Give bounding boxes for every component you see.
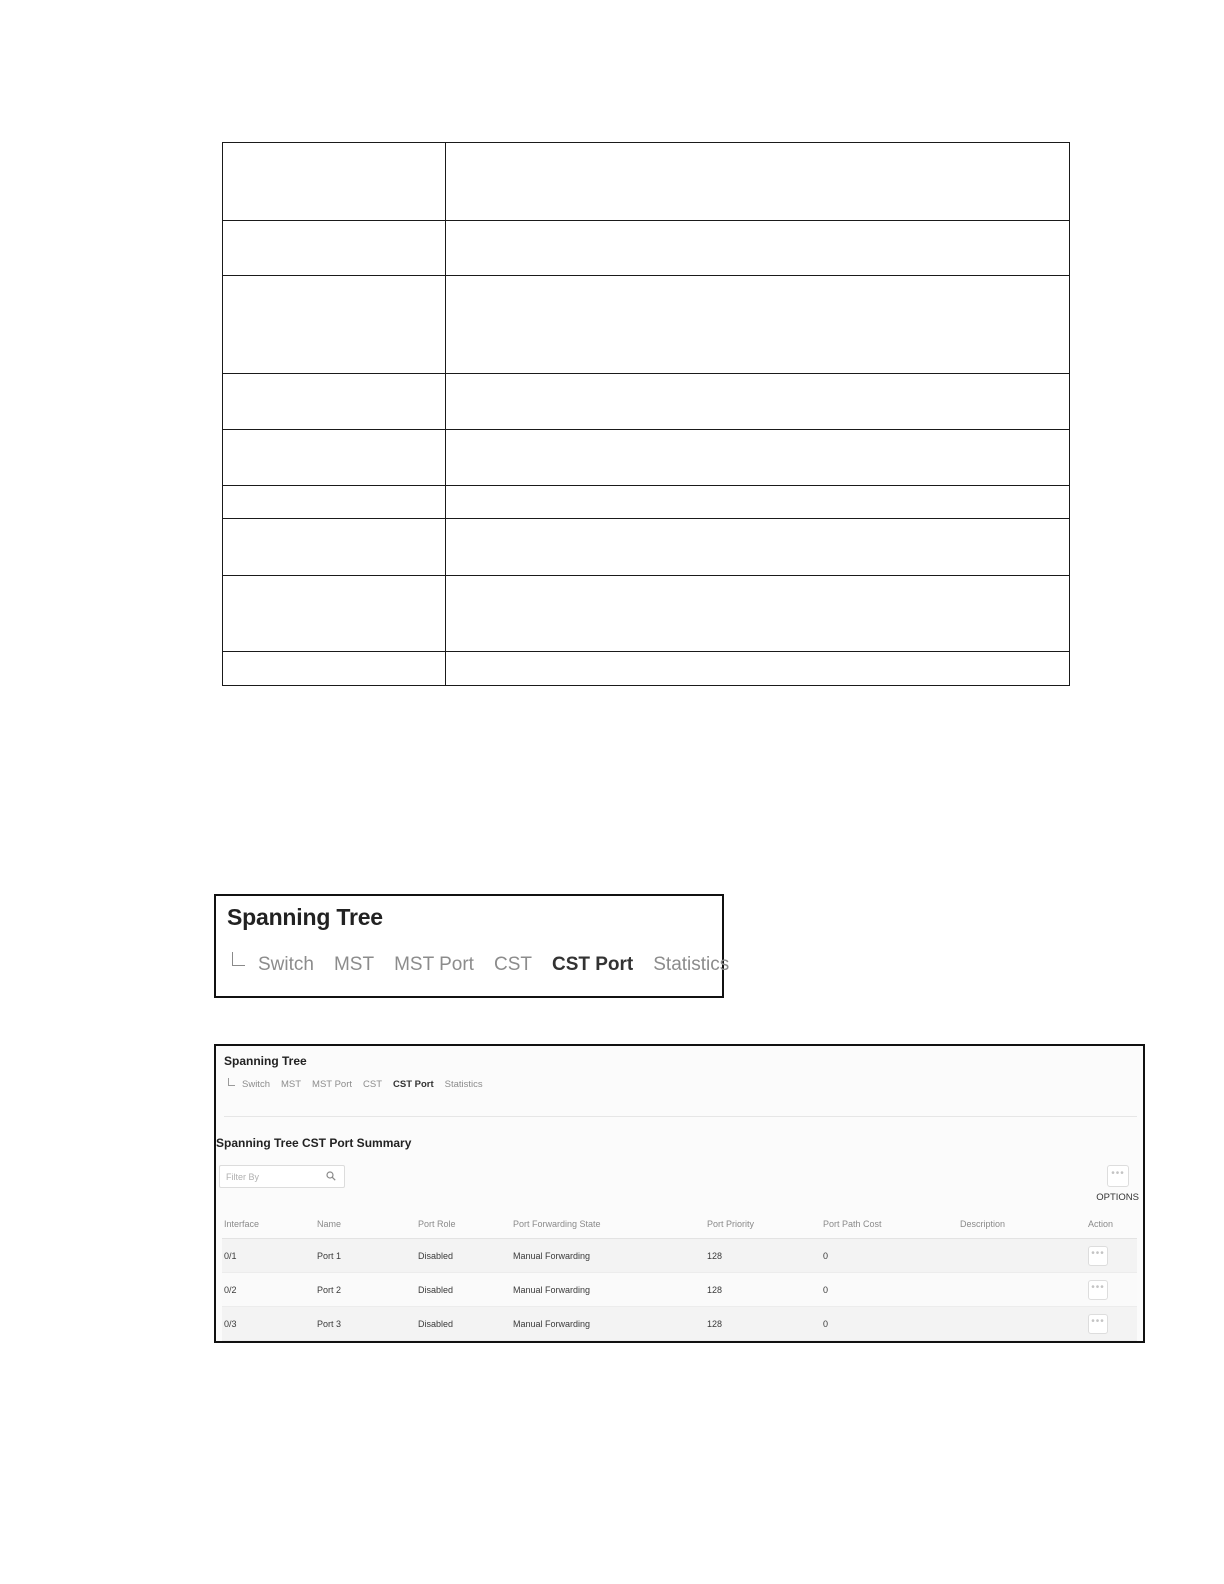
column-header-interface[interactable]: Interface (222, 1210, 315, 1239)
tab-mst[interactable]: MST (280, 1079, 302, 1090)
grid-cell (223, 221, 446, 276)
grid-row (223, 374, 1070, 430)
cell-path-cost: 0 (821, 1307, 958, 1341)
cell-path-cost: 0 (821, 1273, 958, 1307)
grid-row (223, 486, 1070, 519)
page-title: Spanning Tree (224, 1054, 307, 1068)
tree-branch-icon (228, 1078, 235, 1086)
table-row[interactable] (222, 1307, 1137, 1341)
grid-cell (223, 374, 446, 430)
more-horizontal-icon: ••• (1091, 1315, 1105, 1327)
row-action-button[interactable] (1088, 1314, 1108, 1334)
table-row[interactable] (222, 1239, 1137, 1273)
cell-forwarding-state: Manual Forwarding (511, 1307, 705, 1341)
column-header-description[interactable]: Description (958, 1210, 1086, 1239)
grid-row (223, 519, 1070, 576)
column-header-port-role[interactable]: Port Role (416, 1210, 511, 1239)
options-label: OPTIONS (1096, 1192, 1139, 1203)
tab-mst-port[interactable]: MST Port (394, 954, 474, 975)
grid-cell (445, 519, 1069, 576)
filter-input[interactable] (224, 1168, 328, 1185)
cell-description (958, 1239, 1086, 1273)
cell-interface: 0/1 (222, 1239, 315, 1273)
cell-name: Port 1 (315, 1239, 416, 1273)
grid-cell (223, 143, 446, 221)
row-action-button[interactable] (1088, 1280, 1108, 1300)
tab-mst-port[interactable]: MST Port (312, 1079, 352, 1090)
grid-cell (223, 430, 446, 486)
cell-action (1086, 1307, 1137, 1341)
tab-statistics[interactable]: Statistics (444, 1079, 483, 1090)
column-header-name[interactable]: Name (315, 1210, 416, 1239)
cst-port-summary-panel (214, 1044, 1145, 1343)
breadcrumb (228, 1076, 494, 1090)
column-header-forwarding-state[interactable]: Port Forwarding State (511, 1210, 705, 1239)
column-header-port-priority[interactable]: Port Priority (705, 1210, 821, 1239)
table-row[interactable] (222, 1273, 1137, 1307)
cell-name: Port 3 (315, 1307, 416, 1341)
cell-interface: 0/3 (222, 1307, 315, 1341)
grid-cell (445, 374, 1069, 430)
grid-cell (223, 486, 446, 519)
cell-name: Port 2 (315, 1273, 416, 1307)
grid-cell (445, 430, 1069, 486)
column-header-action: Action (1086, 1210, 1137, 1239)
grid-cell (223, 519, 446, 576)
cell-port-priority: 128 (705, 1239, 821, 1273)
grid-cell (223, 576, 446, 652)
cell-forwarding-state: Manual Forwarding (511, 1273, 705, 1307)
cell-port-priority: 128 (705, 1307, 821, 1341)
cell-description (958, 1273, 1086, 1307)
table-header-row (222, 1210, 1137, 1239)
tab-statistics[interactable]: Statistics (653, 954, 730, 975)
cell-path-cost: 0 (821, 1239, 958, 1273)
grid-cell (445, 486, 1069, 519)
grid-cell (445, 652, 1069, 686)
grid-cell (223, 276, 446, 374)
cell-port-role: Disabled (416, 1273, 511, 1307)
grid-row (223, 276, 1070, 374)
page-title: Spanning Tree (227, 904, 383, 930)
filter-box (219, 1165, 345, 1188)
grid-row (223, 576, 1070, 652)
tab-switch[interactable]: Switch (258, 954, 314, 975)
more-horizontal-icon: ••• (1091, 1281, 1105, 1293)
cell-port-priority: 128 (705, 1273, 821, 1307)
tab-cst[interactable]: CST (493, 954, 532, 975)
grid-cell (445, 143, 1069, 221)
row-action-button[interactable] (1088, 1246, 1108, 1266)
divider (224, 1116, 1137, 1117)
document-grid-table (222, 142, 1070, 686)
cell-action (1086, 1273, 1137, 1307)
grid-cell (445, 276, 1069, 374)
tab-cst-port[interactable]: CST Port (393, 1079, 434, 1090)
cst-port-table (222, 1210, 1137, 1341)
grid-cell (445, 576, 1069, 652)
cell-port-role: Disabled (416, 1239, 511, 1273)
grid-row (223, 143, 1070, 221)
cell-interface: 0/2 (222, 1273, 315, 1307)
grid-cell (445, 221, 1069, 276)
cell-action (1086, 1239, 1137, 1273)
grid-row (223, 652, 1070, 686)
more-horizontal-icon: ••• (1091, 1247, 1105, 1259)
grid-row (223, 430, 1070, 486)
grid-cell (223, 652, 446, 686)
cell-description (958, 1307, 1086, 1341)
column-header-path-cost[interactable]: Port Path Cost (821, 1210, 958, 1239)
section-title: Spanning Tree CST Port Summary (216, 1136, 412, 1150)
more-horizontal-icon: ••• (1111, 1168, 1125, 1179)
breadcrumb (232, 946, 749, 976)
cell-port-role: Disabled (416, 1307, 511, 1341)
cell-forwarding-state: Manual Forwarding (511, 1239, 705, 1273)
breadcrumb-zoom-panel (214, 894, 730, 998)
search-icon[interactable] (326, 1171, 336, 1181)
tree-branch-icon (232, 952, 245, 966)
tab-switch[interactable]: Switch (242, 1079, 270, 1090)
options-button[interactable] (1107, 1165, 1129, 1187)
tab-cst[interactable]: CST (363, 1079, 382, 1090)
tab-cst-port[interactable]: CST Port (551, 954, 634, 975)
grid-row (223, 221, 1070, 276)
tab-mst[interactable]: MST (333, 954, 375, 975)
